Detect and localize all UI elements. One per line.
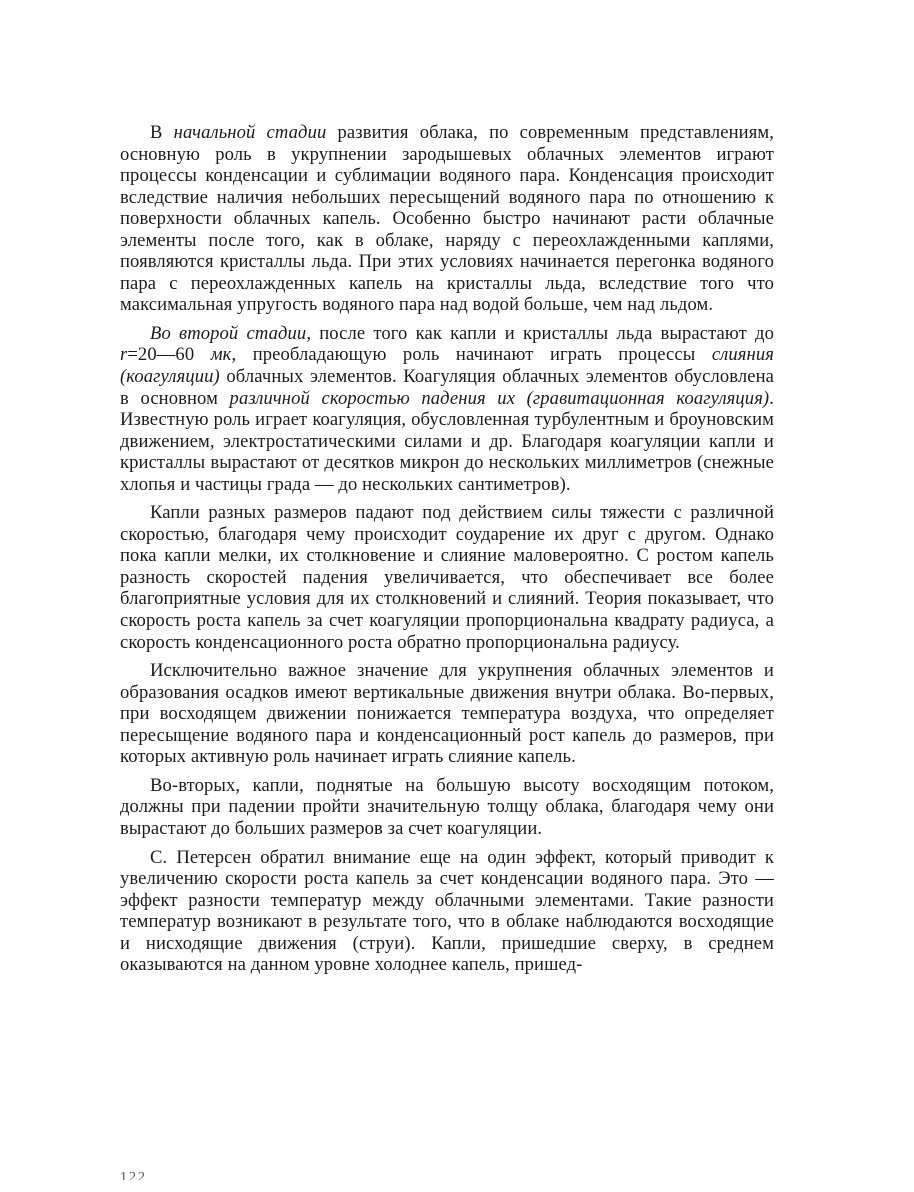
emphasis-second-stage: Во второй стадии <box>150 322 307 344</box>
text-run: С. Петерсен обратил внимание еще на один эффект, который приводит к увеличению скорости роста капель за счет конденсации водяного пара. Это — эффект разности температур между облачными элементами. Такие разности температур возникают в результате того, что в облаке наблюдаются восходящие и нисходящие движения (струи). Капли, пришедшие сверху, в среднем оказываются на данном уровне холоднее капель, пришед- <box>120 846 774 976</box>
text-run: , преобладающую роль начинают играть процессы <box>231 344 712 366</box>
unit-microns: мк <box>210 344 232 366</box>
paragraph-second-stage <box>120 323 774 495</box>
paragraph-drop-sizes <box>120 502 774 653</box>
text-run: Во-вторых, капли, поднятые на большую высоту восходящим потоком, должны при падении пройти значительную толщу облака, благодаря чему они вырастают до больших размеров за счет коагуляции. <box>120 774 774 839</box>
page-number: 122 <box>120 1170 147 1180</box>
paragraph-petersen <box>120 847 774 976</box>
paragraph-secondly <box>120 775 774 840</box>
text-run: Капли разных размеров падают под действием силы тяжести с различной скоростью, благодаря чему происходит соударение их друг с другом. Однако пока капли мелки, их столкновение и слияние маловероятно. С ростом капель разность скоростей падения увеличивается, что обеспечивает все более благоприятные условия для их столкновений и слияний. Теория показывает, что скорость роста капель за счет коагуляции пропорциональна квадрату радиуса, а скорость конденсационного роста обратно пропорциональна радиусу. <box>120 502 774 653</box>
text-run: , после того как капли и кристаллы льда вырастают до <box>306 322 774 344</box>
text-run: развития облака, по современным представлениям, основную роль в укрупнении зародышевых облачных элементов играют процессы конденсации и сублимации водяного пара. Конденсация происходит вследствие наличия небольших пересыщений водяного пара по отношению к поверхности облачных капель. Особенно быстро начинают расти облачные элементы после того, как в облаке, наряду с переохлажденными каплями, появляются кристаллы льда. При этих условиях начинается перегонка водяного пара с переохлажденных капель на кристаллы льда, вследствие того что максимальная упругость водяного пара над водой больше, чем над льдом. <box>120 122 774 316</box>
text-run: В <box>150 122 174 143</box>
symbol-radius: r <box>120 344 128 366</box>
text-run: =20—60 <box>127 344 211 366</box>
page-text <box>120 122 774 983</box>
emphasis-gravitational-coagulation: различной скоростью падения их (гравитационная коагуляция) <box>229 387 770 409</box>
text-run: . Известную роль играет коагуляция, обусловленная турбулентным и броуновским движением, электростатическими силами и др. Благодаря коагуляции капли и кристаллы вырастают от десятков микрон до нескольких миллиметров (снежные хлопья и частицы града — до нескольких сантиметров). <box>120 387 774 495</box>
text-run: облачных элементов. Коагуляция облачных элементов обусловлена в основном <box>120 366 774 409</box>
emphasis-initial-stage: начальной стадии <box>173 122 327 143</box>
paragraph-vertical-motions <box>120 660 774 768</box>
text-run: Исключительно важное значение для укрупнения облачных элементов и образования осадков имеют вертикальные движения внутри облака. Во-первых, при восходящем движении понижается температура воздуха, что определяет пересыщение водяного пара и конденсационный рост капель до размеров, при которых активную роль начинает играть слияние капель. <box>120 660 774 768</box>
paragraph-initial-stage <box>120 122 774 316</box>
emphasis-coalescence: слияния (коагуляции) <box>120 344 774 388</box>
